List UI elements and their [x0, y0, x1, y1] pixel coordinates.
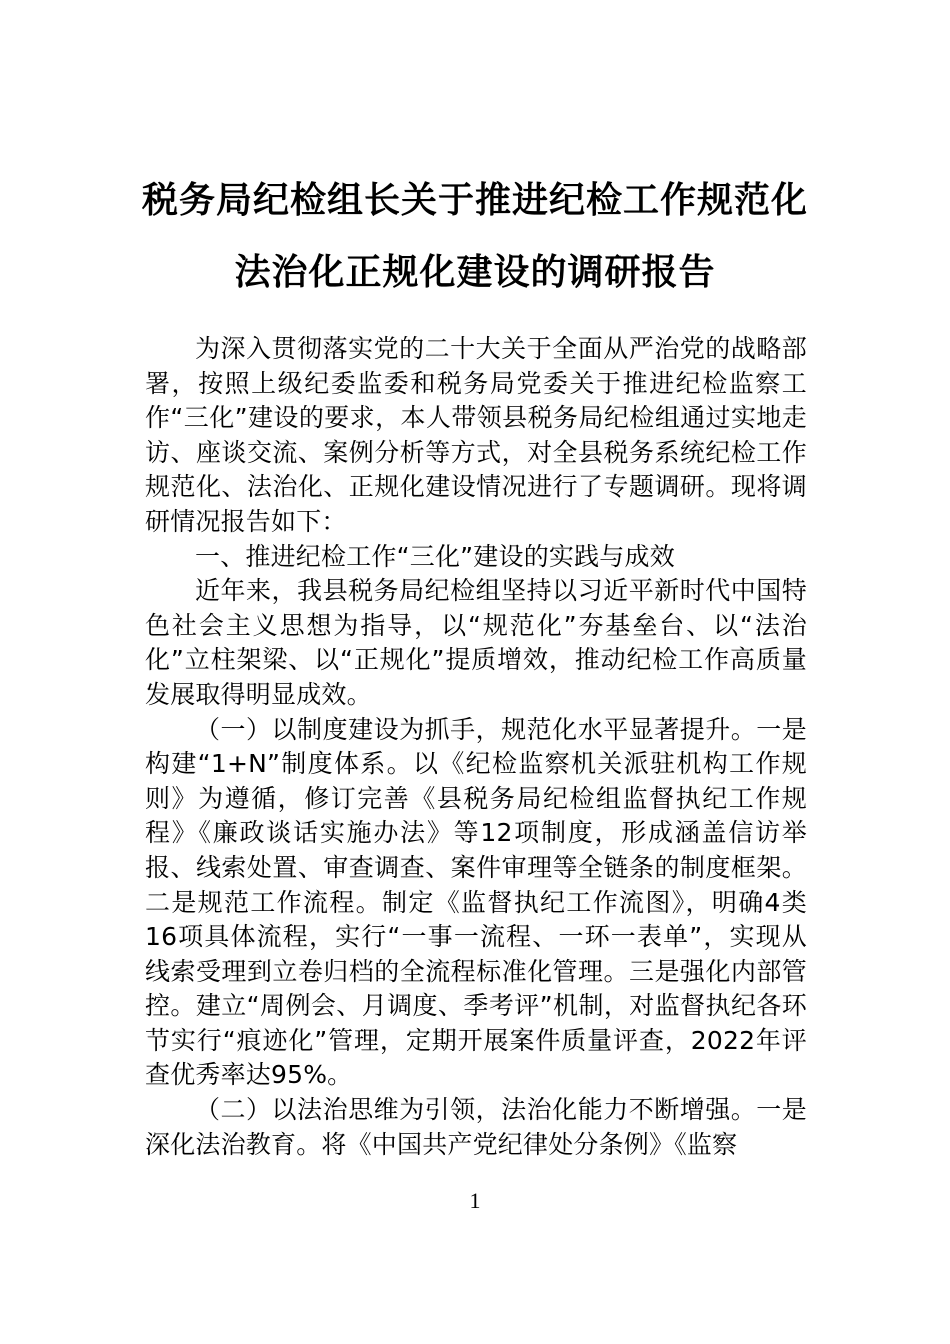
- intro-paragraph: 为深入贯彻落实党的二十大关于全面从严治党的战略部署，按照上级纪委监委和税务局党委关于推进纪检监察工作“三化”建设的要求，本人带领县税务局纪检组通过实地走访、座谈交流、案例分析等方式，对全县税务系统纪检工作规范化、法治化、正规化建设情况进行了专题调研。现将调研情况报告如下：: [145, 334, 807, 536]
- document-body: [145, 332, 807, 1162]
- section-1-paragraph: 近年来，我县税务局纪检组坚持以习近平新时代中国特色社会主义思想为指导，以“规范化”夯基垒台、以“法治化”立柱架梁、以“正规化”提质增效，推动纪检工作高质量发展取得明显成效。: [145, 576, 807, 709]
- subsection-2-paragraph: （二）以法治思维为引领，法治化能力不断增强。一是深化法治教育。将《中国共产党纪律处分条例》《监察: [145, 1095, 807, 1159]
- section-heading-1: 一、推进纪检工作“三化”建设的实践与成效: [195, 541, 675, 571]
- subsection-1-paragraph: （一）以制度建设为抓手，规范化水平显著提升。一是构建“1+N”制度体系。以《纪检监察机关派驻机构工作规则》为遵循，修订完善《县税务局纪检组监督执纪工作规程》《廉政谈话实施办法》等12项制度，形成涵盖信访举报、线索处置、审查调查、案件审理等全链条的制度框架。二是规范工作流程。制定《监督执纪工作流图》，明确4类16项具体流程，实行“一事一流程、一环一表单”，实现从线索受理到立卷归档的全流程标准化管理。三是强化内部管控。建立“周例会、月调度、季考评”机制，对监督执纪各环节实行“痕迹化”管理，定期开展案件质量评查，2022年评查优秀率达95%。: [145, 714, 807, 1090]
- document-title-line-1: 税务局纪检组长关于推进纪检工作规范化: [141, 180, 808, 221]
- document-title-line-2: 法治化正规化建设的调研报告: [234, 252, 716, 293]
- page-number: 1: [469, 1188, 481, 1213]
